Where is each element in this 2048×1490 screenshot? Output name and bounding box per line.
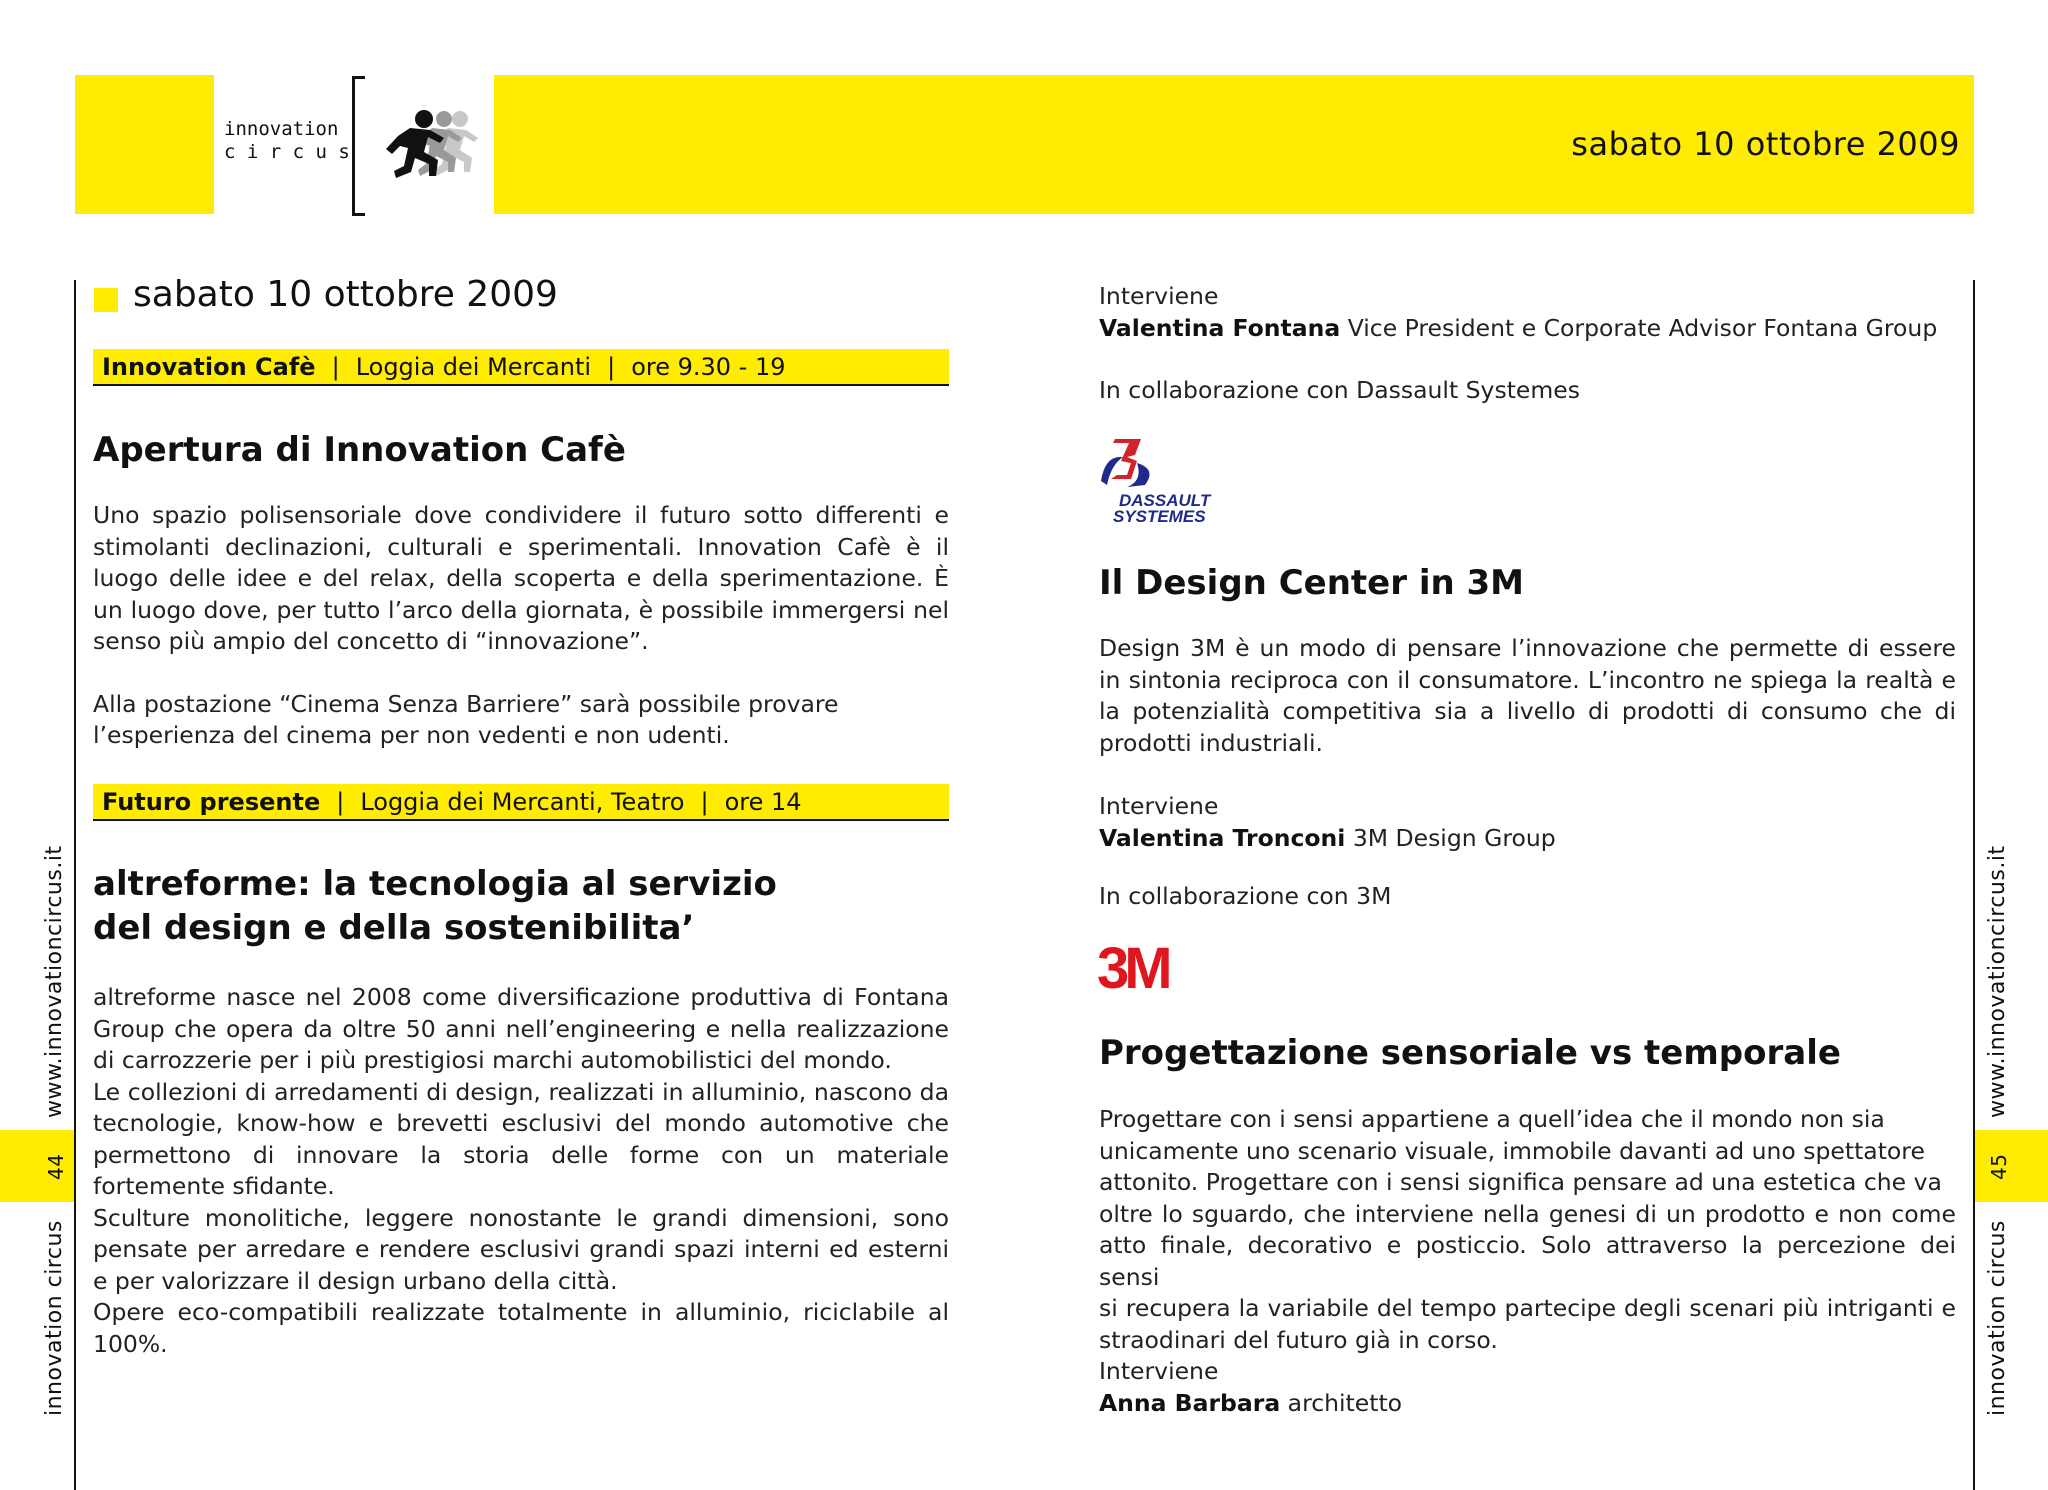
event-bar-innovation-cafe: Innovation Cafè | Loggia dei Mercanti | ore 9.30 - 19 [93,349,949,386]
header-date: sabato 10 ottobre 2009 [1571,125,1960,163]
right-rail-brand: innovation circus [1985,1220,2010,1416]
dassault-systemes-logo [1097,435,1237,530]
paragraph-line: unicamente uno scenario visuale, immobile davanti ad uno spettatore [1099,1136,1925,1165]
paragraph: Design 3M è un modo di pensare l’innovazione che permette di essere in sintonia reciproca con il consumatore. L’incontro ne spiega la realtà e la potenzialità competitiva sia a livello di prodotti di consumo che di prodotti industriali. [1099,634,1956,757]
bar-event-time: ore 9.30 - 19 [631,353,786,381]
left-page-number: 44 [44,1153,68,1180]
logo-line2: c i r c u s [224,141,350,163]
title-line: altreforme: la tecnologia al servizio [93,864,777,904]
paragraph: Le collezioni di arredamenti di design, realizzati in alluminio, nascono da tecnologie, know-how e brevetti esclusivi del mondo automotive che permettono di innovare la storia delle forme con un materiale fortemente sfidante. [93,1077,949,1200]
paragraph: Opere eco-compatibili realizzate totalmente in alluminio, riciclabile al 100%. [93,1298,949,1358]
speaker-block-tronconi [1099,791,1959,913]
header-yellow-block-left [75,75,214,214]
event-title-design-center: Il Design Center in 3M [1099,563,1525,603]
paragraph-line: straodinari del futuro già in corso. [1099,1325,1498,1354]
left-rail-brand: innovation circus [42,1220,67,1416]
event-title-apertura: Apertura di Innovation Cafè [93,430,626,470]
right-rail-url[interactable]: www.innovationcircus.it [1985,845,2010,1118]
right-frame-line [1973,280,1975,1490]
section-date-title: sabato 10 ottobre 2009 [133,274,558,315]
event-bar-futuro-presente: Futuro presente | Loggia dei Mercanti, Teatro | ore 14 [93,784,949,821]
logo-bracket [352,76,365,216]
left-frame-line [74,280,76,1490]
speaker-name: Valentina Tronconi [1099,823,1346,852]
speaker-name: Valentina Fontana [1099,313,1341,342]
paragraph-line: oltre lo sguardo, che interviene nella genesi di un prodotto e non come [1099,1199,1956,1228]
ds-logo-line1: DASSAULT [1119,491,1211,510]
event-title-altreforme [93,862,777,950]
speaker-label: Interviene [1099,282,1219,310]
event-body-apertura [93,500,949,752]
speaker-role: 3M Design Group [1352,823,1556,852]
left-rail-url[interactable]: www.innovationcircus.it [42,845,67,1118]
section-square-marker [94,288,118,312]
innovation-circus-logo-text [224,118,350,164]
paragraph-line: Progettare con i sensi appartiene a quell’idea che il mondo non sia [1099,1105,1885,1133]
event-title-progettazione: Progettazione sensoriale vs temporale [1099,1033,1841,1073]
bar-event-place: Loggia dei Mercanti, Teatro [360,788,685,816]
speaker-role: architetto [1287,1388,1403,1417]
bar-event-name: Innovation Cafè [102,353,316,381]
event-body-altreforme [93,982,949,1360]
paragraph-line: attonito. Progettare con i sensi significa pensare ad una estetica che va [1099,1168,1942,1196]
speaker-role: Vice President e Corporate Advisor Fontana Group [1347,313,1938,342]
collaboration-note: In collaborazione con 3M [1099,882,1392,910]
speaker-block-barbara [1099,1356,1959,1419]
header-yellow-banner [494,75,1974,214]
speaker-label: Interviene [1099,1357,1219,1385]
speaker-block-fontana [1099,281,1959,407]
collaboration-note: In collaborazione con Dassault Systemes [1099,376,1580,404]
paragraph: Sculture monolitiche, leggere nonostante le grandi dimensioni, sono pensate per arredare e rendere esclusivi grandi spazi interni ed esterni e per valorizzare il design urbano della città. [93,1203,949,1295]
paragraph: Alla postazione “Cinema Senza Barriere” sarà possibile provare l’esperienza del cinema per non vedenti e non udenti. [93,689,839,749]
right-page-number: 45 [1987,1153,2011,1180]
logo-line1: innovation [224,118,339,140]
title-line: del design e della sostenibilita’ [93,908,695,948]
bar-event-place: Loggia dei Mercanti [355,353,592,381]
paragraph-line: atto finale, decorativo e posticcio. Solo attraverso la percezione dei sensi [1099,1231,1956,1291]
event-body-design-center [1099,633,1956,759]
bar-event-name: Futuro presente [102,788,321,816]
ds-logo-line2: SYSTEMES [1113,507,1206,526]
logo-3m: 3M [1097,936,1168,1001]
event-body-progettazione [1099,1104,1956,1356]
paragraph: altreforme nasce nel 2008 come diversificazione produttiva di Fontana Group che opera da oltre 50 anni nell’engineering e nella realizzazione di carrozzerie per i più prestigiosi marchi automobilistici del mondo. [93,983,949,1074]
running-figures-icon [378,108,488,182]
speaker-name: Anna Barbara [1099,1388,1281,1417]
speaker-label: Interviene [1099,792,1219,820]
paragraph-line: si recupera la variabile del tempo partecipe degli scenari più intriganti e [1099,1294,1956,1322]
right-page-number-block [1975,1130,2048,1202]
paragraph: Uno spazio polisensoriale dove condividere il futuro sotto differenti e stimolanti declinazioni, culturali e sperimentali. Innovation Cafè è il luogo delle idee e del relax, della scoperta e della sperimentazione. È un luogo dove, per tutto l’arco della giornata, è possibile immergersi nel senso più ampio del concetto di “innovazione”. [93,501,949,655]
bar-event-time: ore 14 [724,788,802,816]
